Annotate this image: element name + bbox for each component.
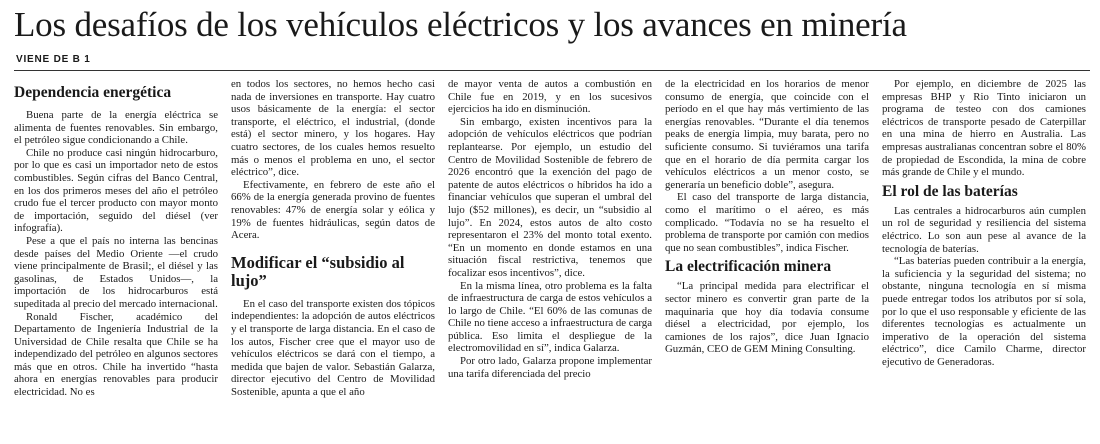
paragraph: El caso del transporte de larga distancia, como el marítimo o el aéreo, es más complicado. “Todavía no se ha resuelto el problema de transporte por camión con medios que no sean combustibles”, indica Fischer. xyxy=(665,191,869,254)
paragraph: En el caso del transporte existen dos tópicos independientes: la adopción de autos eléctricos y el transporte de larga distancia. En el caso de los autos, Fischer cree que el mayor uso de vehículos eléctricos se dará con el tiempo, a medida que bajen de valor. Sebastián Galarza, director ejecutivo del Centro de Movilidad Sostenible, apunta a que el año xyxy=(231,297,435,398)
paragraph: de la electricidad en los horarios de menor consumo de energía, que coincide con el período en el que hay más vertimiento de las energías renovables. “Durante el día tenemos peaks de energía limpia, muy barata, pero no suficiente consumo. Si tuviéramos una tarifa que en el horario de día permita cargar los vehículos eléctricos a un menor costo, se generaría un beneficio doble”, asegura. xyxy=(665,78,869,191)
paragraph: Ronald Fischer, académico del Departamento de Ingeniería Industrial de la Universidad de Chile resalta que Chile se ha independizado del petróleo en algunos sectores más que en otros. Chile ha invertido “hasta ahora en energías renovables para producir electricidad. No es xyxy=(14,310,218,399)
section-heading: Dependencia energética xyxy=(14,84,172,101)
paragraph: Efectivamente, en febrero de este año el 66% de la energía generada provino de fuentes renovables: 47% de energía solar y eólica y 19% de fuentes hidráulicas, según datos de Acera. xyxy=(231,178,435,242)
paragraph: Por otro lado, Galarza propone implementar una tarifa diferenciada del precio xyxy=(448,355,652,380)
paragraph: de mayor venta de autos a combustión en Chile fue en 2019, y en los sucesivos ejercicios ha ido en disminución. xyxy=(448,78,652,116)
article-column-2 xyxy=(231,78,435,442)
article-column-4 xyxy=(665,78,869,442)
section-heading: La electrificación minera xyxy=(665,258,832,276)
paragraph: Buena parte de la energía eléctrica se alimenta de fuentes renovables. Sin embargo, el petróleo sigue condicionando a Chile. xyxy=(14,109,218,147)
section-heading: El rol de las baterías xyxy=(882,182,1018,200)
paragraph: en todos los sectores, no hemos hecho casi nada de inversiones en transporte. Hay cuatro usos básicamente de la energía: el sector transporte, el eléctrico, el industrial, (donde está) el sector minero, y los hogares. Hay cuatro sectores, de los cuales hemos resuelto más o menos el problema en uno, el sector eléctrico”, dice. xyxy=(231,78,435,179)
paragraph: En la misma línea, otro problema es la falta de infraestructura de carga de estos vehículos a lo largo de Chile. “El 60% de las comunas de Chile no tiene acceso a infraestructura de carga pública. Eso limita el despliegue de la electromovilidad en sí”, indica Galarza. xyxy=(448,279,652,355)
paragraph: Sin embargo, existen incentivos para la adopción de vehículos eléctricos que podrían replantearse. Por ejemplo, un estudio del Centro de Movilidad Sostenible de febrero de 2026 encontró que la exención del pago de patente de autos eléctricos o híbridos ha ido a financiar vehículos que superan el umbral del lujo ($52 millones), es decir, un “subsidio al lujo”. En 2024, estos autos de alto costo representaron el 23% del monto total exento. “En un momento en donde estamos en una situación fiscal restrictiva, tenemos que focalizar esos incentivos”, dice. xyxy=(448,115,652,279)
headline: Los desafíos de los vehículos eléctricos y los avances en minería xyxy=(14,5,907,44)
paragraph: Por ejemplo, en diciembre de 2025 las empresas BHP y Rio Tinto iniciaron un programa de testeo con dos camiones eléctricos de transporte pesado de Caterpillar en una mina de hierro en Australia. Las empresas australianas concentran sobre el 80% de propiedad de Escondida, la mina de cobre más grande de Chile y el mundo. xyxy=(882,78,1086,179)
paragraph: Chile no produce casi ningún hidrocarburo, por lo que es casi un importador neto de estos combustibles. Según cifras del Banco Central, en los dos primeros meses del año el petróleo crudo fue el tercer producto con mayor monto de importación, seguido del diésel (ver infografía). xyxy=(14,146,218,235)
article-columns xyxy=(14,78,1090,442)
headline-rule xyxy=(14,70,1090,71)
article-column-1 xyxy=(14,78,218,442)
section-heading: Modificar el “subsidio al lujo” xyxy=(231,252,405,290)
continued-from-label: VIENE DE B 1 xyxy=(16,54,91,65)
paragraph: Las centrales a hidrocarburos aún cumplen un rol de seguridad y resiliencia del sistema eléctrico. Lo son aun pese al avance de la tecnología de baterías. xyxy=(882,204,1086,255)
article-column-5 xyxy=(882,78,1086,442)
paragraph: Pese a que el país no interna las bencinas desde países del Medio Oriente —el crudo viene principalmente de Brasil;, el diésel y las gasolinas, de Estados Unidos—, la importación de los hidrocarburos está supeditada al precio del mercado internacional. xyxy=(14,234,218,310)
paragraph: “La principal medida para electrificar el sector minero es convertir gran parte de la maquinaria que hoy día todavía consume diésel a electricidad, por ejemplo, los camiones de los rajos”, dice Juan Ignacio Guzmán, CEO de GEM Mining Consulting. xyxy=(665,280,869,356)
paragraph: “Las baterías pueden contribuir a la energía, la suficiencia y la seguridad del sistema; no obstante, ninguna tecnología en sí misma puede entregar todos los atributos por sí sola, por lo que el uso responsable y eficiente de las diferentes tecnologías es actualmente un imperativo de la operación del sistema eléctrico”, dice Camilo Charme, director ejecutivo de Generadoras. xyxy=(882,255,1086,368)
article-column-3 xyxy=(448,78,652,442)
